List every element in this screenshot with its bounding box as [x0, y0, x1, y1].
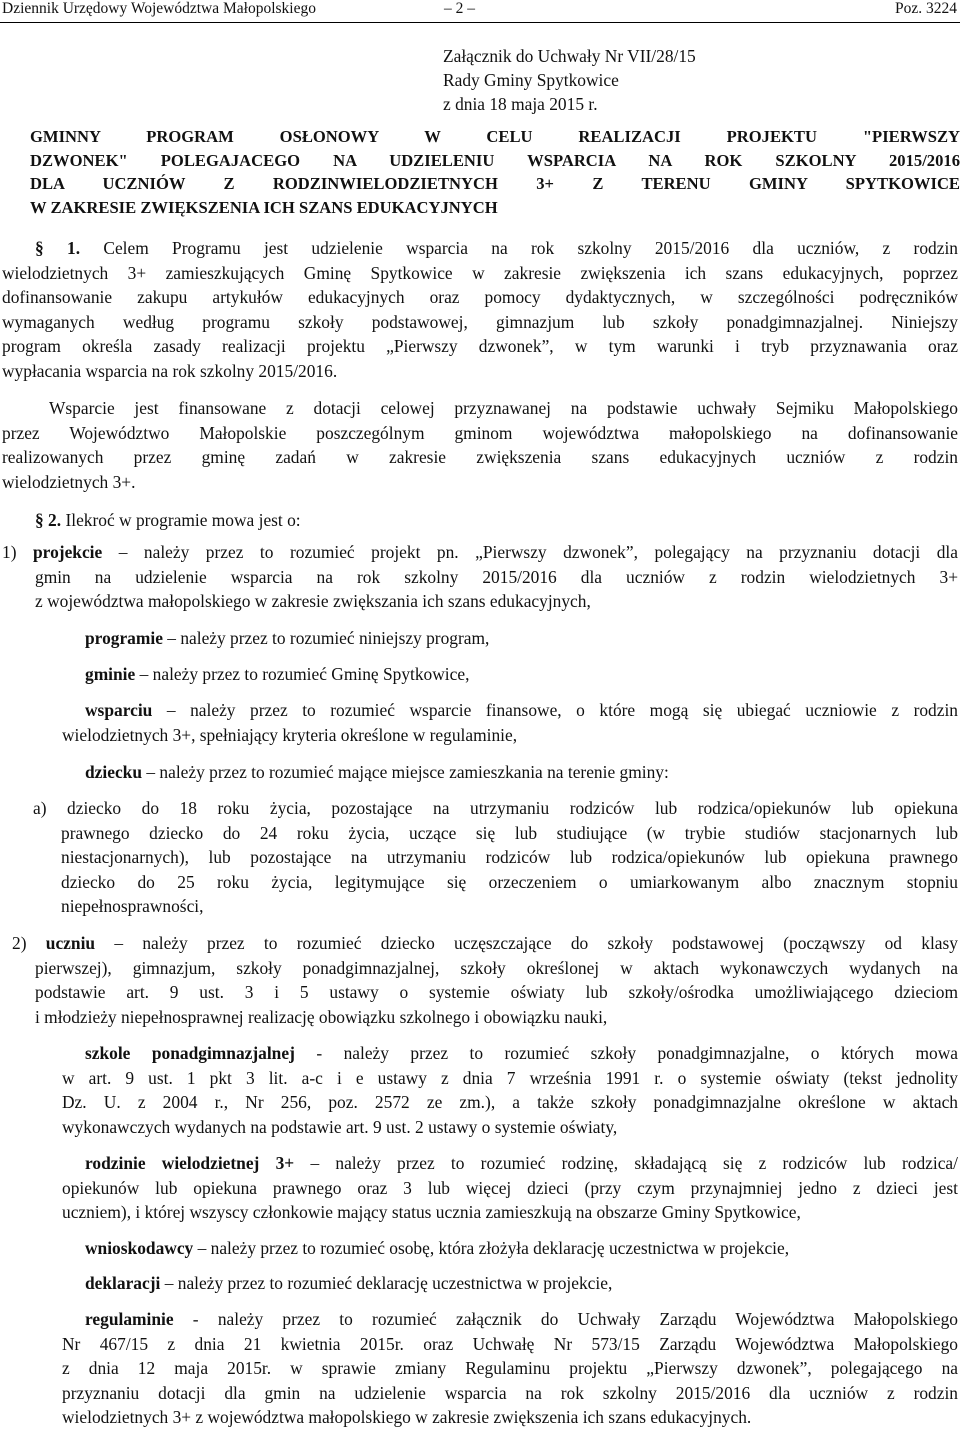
text-line: – należy przez to rozumieć dziecko uczęszczające do szkoły podstawowej (począwszy od klasy	[114, 933, 958, 953]
list-item-a	[33, 796, 958, 919]
term: wsparciu	[85, 700, 153, 720]
text-line: - należy przez to rozumieć załącznik do Uchwały Zarządu Województwa Małopolskiego	[192, 1309, 958, 1329]
term: deklaracji	[85, 1273, 161, 1293]
list-number: 2)	[12, 933, 27, 953]
text-line: a) dziecko do 18 roku życia, pozostające na utrzymaniu rodziców lub rodzica/opiekunów lub opiekuna	[33, 798, 958, 818]
text-line: wykonawczych wydanych na podstawie art. 9 ust. 2 ustawy o systemie oświaty,	[62, 1116, 618, 1137]
title-line: DZWONEK" POLEGAJACEGO NA UDZIELENIU WSPARCIA NA ROK SZKOLNY 2015/2016	[30, 150, 960, 170]
text-line: Nr 467/15 z dnia 21 kwietnia 2015r. oraz Uchwałę Nr 573/15 Zarządu Województwa Małopolskiego	[62, 1333, 958, 1354]
text-line: – należy przez to rozumieć deklarację uczestnictwa w projekcie,	[164, 1273, 613, 1293]
title-line: DLA UCZNIÓW Z RODZINWIELODZIETNYCH 3+ Z TERENU GMINY SPYTKOWICE	[30, 174, 960, 194]
position-number: Poz. 3224	[895, 0, 957, 17]
text-line: w art. 9 ust. 1 pkt 3 lit. a-c i e ustawy z dnia 7 września 1991 r. o systemie oświaty (tekst jednolity	[62, 1067, 958, 1088]
text-line: z województwa małopolskiego w zakresie zwiększania ich szans edukacyjnych,	[35, 591, 591, 612]
text-line: wielodzietnych 3+, spełniający kryteria określone w regulaminie,	[62, 724, 518, 745]
text-line: wymaganych według programu szkoły podstawowej, gimnazjum lub szkoły ponadgimnazjalnej. Niniejszy	[2, 311, 958, 332]
text-line: pierwszej), gimnazjum, szkoły ponadgimnazjalnej, szkoły określonej w aktach wykonawczych wydanych na	[35, 957, 958, 978]
term: wnioskodawcy	[85, 1238, 194, 1258]
term: dziecku	[85, 762, 143, 782]
attachment-line: Rady Gminy Spytkowice	[443, 70, 619, 90]
attachment-line: Załącznik do Uchwały Nr VII/28/15	[443, 46, 696, 66]
title-line: GMINNY PROGRAM OSŁONOWY W CELU REALIZACJI PROJEKTU "PIERWSZY	[30, 127, 960, 146]
definition-rodzinie-wielodzietnej	[62, 1151, 958, 1225]
definition-wsparciu	[62, 698, 958, 747]
text-line: uczniem), i której wszyscy członkowie mający status ucznia zamieszkują na obszarze Gminy Spytkowice,	[62, 1202, 801, 1223]
title-line: W ZAKRESIE ZWIĘKSZENIA ICH SZANS EDUKACYJNYCH	[30, 197, 498, 217]
text-line: dziecko do 25 roku życia, legitymujące się orzeczeniem o umiarkowanym albo znacznym stopniu	[61, 871, 958, 892]
document-title	[30, 125, 960, 219]
paragraph-1	[2, 236, 958, 384]
text-line: przez Województwo Małopolskie poszczególnym gminom województwa małopolskiego na dofinansowanie	[2, 422, 958, 443]
text-line: – należy przez to rozumieć wsparcie finansowe, o które mogą się ubiegać uczniowie z rodzin	[166, 700, 958, 720]
text-line: Celem Programu jest udzielenie wsparcia na rok szkolny 2015/2016 dla uczniów, z rodzin	[103, 238, 958, 258]
text-line: przyznaniu dotacji dla gmin na udzielenie wsparcia na rok szkolny 2015/2016 dla uczniów z rodzin	[62, 1382, 958, 1403]
text-line: Dz. U. z 2004 r., Nr 256, poz. 2572 ze zm.), a także szkoły ponadgimnazjalne określone w aktach	[62, 1092, 958, 1113]
text-line: Ilekroć w programie mowa jest o:	[65, 510, 301, 530]
text-line: Wsparcie jest finansowane z dotacji celowej przyznawanej na podstawie uchwały Sejmiku Małopolskiego	[49, 398, 958, 418]
text-line: i młodzieży niepełnosprawnej realizację obowiązku szkolnego i obowiązku nauki,	[35, 1006, 608, 1027]
definition-deklaracji	[85, 1271, 955, 1296]
text-line: realizowanych przez gminę zadań w zakresie zwiększenia szans edukacyjnych uczniów z rodzin	[2, 447, 958, 468]
attachment-line: z dnia 18 maja 2015 r.	[443, 94, 598, 114]
definition-wnioskodawcy	[85, 1236, 955, 1261]
attachment-reference	[443, 44, 696, 116]
page-number: – 2 –	[444, 0, 475, 17]
term: uczniu	[45, 933, 96, 953]
text-line: wypłacania wsparcia na rok szkolny 2015/2016.	[2, 360, 338, 381]
term: programie	[85, 628, 163, 648]
term: gminie	[85, 664, 136, 684]
term: projekcie	[33, 542, 103, 562]
text-line: – należy przez to rozumieć osobę, która złożyła deklarację uczestnictwa w projekcie,	[197, 1238, 790, 1258]
term: regulaminie	[85, 1309, 174, 1329]
text-line: dofinansowanie zakupu artykułów edukacyjnych oraz pomocy dydaktycznych, w szczególności podręczników	[2, 287, 958, 308]
definition-programie	[85, 626, 955, 651]
definition-dziecku	[85, 760, 955, 785]
term: szkole ponadgimnazjalnej	[85, 1043, 295, 1063]
text-line: niestacjonarnych), lub pozostające na utrzymaniu rodziców lub rodzica/opiekunów lub opiekuna prawnego	[61, 847, 958, 868]
definition-projekcie	[2, 540, 958, 614]
section-mark: § 2.	[35, 510, 62, 530]
section-mark: § 1.	[35, 238, 81, 258]
text-line: prawnego dziecko do 24 roku życia, uczące się lub studiujące (w trybie studiów stacjonarnych lub	[61, 822, 958, 843]
paragraph-2	[35, 508, 935, 533]
definition-uczniu	[12, 931, 958, 1029]
text-line: z dnia 12 maja 2015r. w sprawie zmiany Regulaminu projektu „Pierwszy dzwonek”, polegającego na	[62, 1358, 958, 1379]
text-line: opiekunów lub opiekuna prawnego oraz 3 lub więcej dzieci (przy czym przynajmniej jedno z dzieci jest	[62, 1177, 958, 1198]
text-line: – należy przez to rozumieć rodzinę, składającą się z rodziców lub rodzica/	[310, 1153, 958, 1173]
term: rodzinie wielodzietnej 3+	[85, 1153, 295, 1173]
text-line: wielodzietnych 3+.	[2, 471, 136, 492]
text-line: gmin na udzielenie wsparcia na rok szkolny 2015/2016 dla uczniów z rodzin wielodzietnych 3+	[35, 566, 958, 587]
text-line: – należy przez to rozumieć niniejszy program,	[167, 628, 490, 648]
definition-szkole-ponadgimnazjalnej	[62, 1041, 958, 1139]
page-header	[0, 0, 960, 23]
list-number: 1)	[2, 542, 17, 562]
text-line: wielodzietnych 3+ z województwa małopolskiego w zakresie zwiększenia ich szans edukacyjnych.	[62, 1407, 752, 1428]
journal-name: Dziennik Urzędowy Województwa Małopolskiego	[2, 0, 316, 17]
text-line: niepełnosprawności,	[61, 896, 204, 917]
text-line: podstawie art. 9 ust. 3 i 5 ustawy o systemie oświaty lub szkoły/ośrodka umożliwiającego dzieciom	[35, 982, 958, 1003]
definition-gminie	[85, 662, 955, 687]
funding-paragraph	[2, 396, 958, 494]
definition-regulaminie	[62, 1307, 958, 1430]
text-line: – należy przez to rozumieć mające miejsce zamieszkania na terenie gminy:	[146, 762, 669, 782]
text-line: - należy przez to rozumieć szkoły ponadgimnazjalne, o których mowa	[316, 1043, 958, 1063]
text-line: – należy przez to rozumieć projekt pn. „Pierwszy dzwonek”, polegający na przyznaniu dotacji dla	[118, 542, 958, 562]
text-line: – należy przez to rozumieć Gminę Spytkowice,	[139, 664, 470, 684]
text-line: wielodzietnych 3+ zamieszkujących Gminę Spytkowice w zakresie zwiększenia ich szans edukacyjnych, poprzez	[2, 262, 958, 283]
text-line: program określa zasady realizacji projektu „Pierwszy dzwonek”, w tym warunki i tryb przyznawania oraz	[2, 336, 958, 357]
